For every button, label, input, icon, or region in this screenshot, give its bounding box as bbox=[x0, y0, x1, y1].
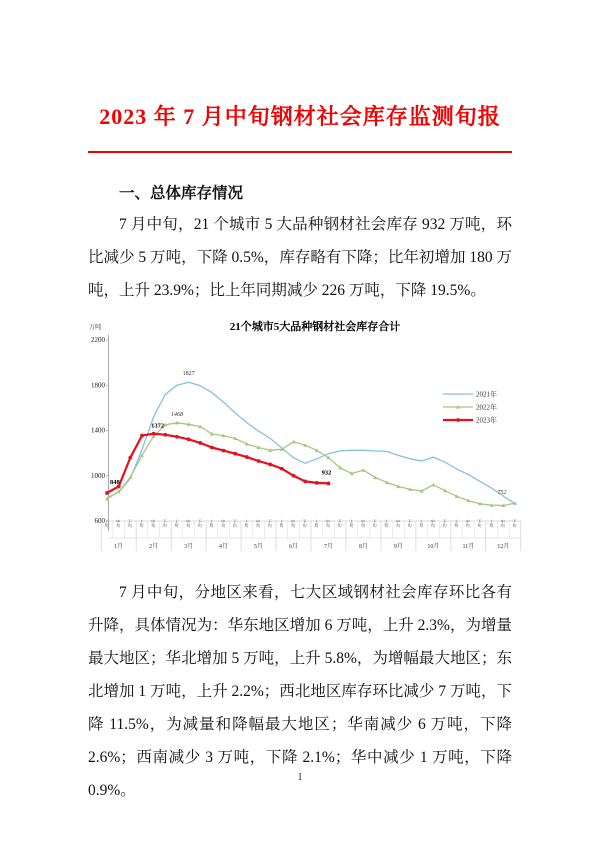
svg-text:2200: 2200 bbox=[91, 336, 105, 345]
svg-text:12月: 12月 bbox=[497, 544, 510, 550]
svg-text:1800: 1800 bbox=[91, 381, 105, 390]
inventory-chart-svg bbox=[85, 319, 555, 564]
svg-text:7月: 7月 bbox=[323, 544, 333, 550]
section-heading: 一、总体库存情况 bbox=[119, 185, 244, 202]
svg-text:下旬: 下旬 bbox=[337, 519, 343, 528]
page-number: 1 bbox=[297, 772, 303, 783]
svg-text:中旬: 中旬 bbox=[256, 519, 262, 528]
svg-text:上旬: 上旬 bbox=[174, 519, 180, 528]
svg-text:下旬: 下旬 bbox=[442, 519, 448, 528]
svg-text:932: 932 bbox=[321, 469, 332, 477]
svg-text:2月: 2月 bbox=[149, 544, 159, 550]
svg-text:下旬: 下旬 bbox=[162, 519, 168, 528]
svg-text:中旬: 中旬 bbox=[151, 519, 157, 528]
paragraph-regions: 7 月中旬，分地区来看，七大区域钢材社会库存环比各有升降，具体情况为：华东地区增加 6 万吨，上升 2.3%，为增量最大地区；华北增加 5 万吨，上升 5.8%，为增幅最大地区；东北增加 1 万吨，上升 2.2%；西北地区库存环比减少 7 万吨，下降 11.5%，为减量和降幅最大地区；华南减少 6 万吨，下降 2.6%；西南减少 3 万吨，下降 2.1%；华中减少 1 万吨，下降 0.9%。 bbox=[88, 584, 512, 799]
svg-text:中旬: 中旬 bbox=[325, 519, 331, 528]
svg-text:上旬: 上旬 bbox=[419, 519, 425, 528]
svg-text:600: 600 bbox=[94, 517, 105, 526]
svg-text:下旬: 下旬 bbox=[232, 519, 238, 528]
svg-text:11月: 11月 bbox=[462, 544, 475, 550]
svg-text:下旬: 下旬 bbox=[372, 519, 378, 528]
svg-text:中旬: 中旬 bbox=[186, 519, 192, 528]
svg-text:1400: 1400 bbox=[91, 426, 105, 435]
svg-text:上旬: 上旬 bbox=[454, 519, 460, 528]
svg-text:中旬: 中旬 bbox=[360, 519, 366, 528]
svg-text:3月: 3月 bbox=[184, 544, 194, 550]
svg-text:6月: 6月 bbox=[289, 544, 299, 550]
svg-text:上旬: 上旬 bbox=[209, 519, 215, 528]
svg-text:2021年: 2021年 bbox=[476, 390, 497, 399]
svg-text:下旬: 下旬 bbox=[197, 519, 203, 528]
svg-text:上旬: 上旬 bbox=[489, 519, 495, 528]
svg-text:下旬: 下旬 bbox=[267, 519, 273, 528]
paragraph-overview: 7 月中旬，21 个城市 5 大品种钢材社会库存 932 万吨，环比减少 5 万吨，下降 0.5%，库存略有下降；比年初增加 180 万吨，上升 23.9%；比上年同期减少 226 万吨，下降 19.5%。 bbox=[88, 216, 512, 299]
svg-text:21个城市5大品种钢材社会库存合计: 21个城市5大品种钢材社会库存合计 bbox=[229, 321, 401, 333]
svg-text:中旬: 中旬 bbox=[291, 519, 297, 528]
svg-text:中旬: 中旬 bbox=[395, 519, 401, 528]
svg-text:万吨: 万吨 bbox=[89, 324, 102, 331]
svg-text:752: 752 bbox=[497, 489, 507, 496]
svg-text:5月: 5月 bbox=[254, 544, 264, 550]
svg-text:2022年: 2022年 bbox=[476, 403, 497, 412]
svg-text:上旬: 上旬 bbox=[104, 519, 110, 528]
svg-text:下旬: 下旬 bbox=[477, 519, 483, 528]
svg-text:下旬: 下旬 bbox=[302, 519, 308, 528]
svg-text:10月: 10月 bbox=[427, 544, 440, 550]
svg-text:上旬: 上旬 bbox=[244, 519, 250, 528]
svg-text:8月: 8月 bbox=[358, 544, 368, 550]
svg-text:上旬: 上旬 bbox=[279, 519, 285, 528]
svg-text:1372: 1372 bbox=[151, 422, 165, 430]
svg-text:下旬: 下旬 bbox=[407, 519, 413, 528]
svg-text:1468: 1468 bbox=[170, 411, 183, 418]
svg-text:9月: 9月 bbox=[393, 544, 403, 550]
svg-text:中旬: 中旬 bbox=[430, 519, 436, 528]
svg-text:上旬: 上旬 bbox=[139, 519, 145, 528]
svg-text:上旬: 上旬 bbox=[314, 519, 320, 528]
svg-text:848: 848 bbox=[110, 478, 120, 486]
svg-text:上旬: 上旬 bbox=[349, 519, 355, 528]
svg-text:1000: 1000 bbox=[91, 471, 105, 480]
svg-text:上旬: 上旬 bbox=[384, 519, 390, 528]
svg-text:下旬: 下旬 bbox=[512, 519, 518, 528]
svg-text:中旬: 中旬 bbox=[221, 519, 227, 528]
svg-text:中旬: 中旬 bbox=[116, 519, 122, 528]
title-underline bbox=[88, 151, 512, 153]
svg-text:1月: 1月 bbox=[114, 544, 124, 550]
svg-text:下旬: 下旬 bbox=[127, 519, 133, 528]
svg-text:中旬: 中旬 bbox=[500, 519, 506, 528]
svg-text:1827: 1827 bbox=[182, 371, 195, 378]
svg-text:中旬: 中旬 bbox=[465, 519, 471, 528]
document-title: 2023 年 7 月中旬钢材社会库存监测旬报 bbox=[99, 104, 501, 129]
inventory-chart bbox=[85, 319, 555, 564]
svg-text:2023年: 2023年 bbox=[476, 416, 497, 425]
svg-text:4月: 4月 bbox=[219, 544, 229, 550]
